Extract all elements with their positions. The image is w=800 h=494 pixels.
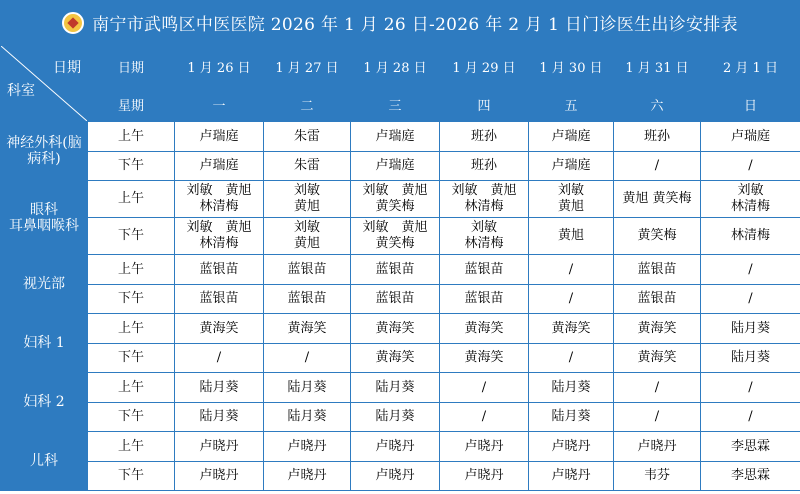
schedule-row	[1, 152, 800, 181]
doctor-name-line: 黄旭	[557, 228, 584, 243]
doctor-name-line: 林清梅	[730, 228, 770, 243]
date-header-cell: 1 月 27 日	[264, 46, 351, 92]
doctor-cell: 韦芬	[614, 462, 701, 491]
doctor-name-line: 林清梅	[199, 199, 239, 214]
weekday-header-cell: 六	[614, 92, 701, 122]
time-slot-label: 下午	[88, 462, 175, 491]
doctor-cell: 卢晓丹	[264, 462, 351, 491]
schedule-table	[0, 45, 800, 491]
doctor-cell	[351, 218, 440, 255]
doctor-cell: 卢晓丹	[614, 432, 701, 462]
department-name: 妇科 2	[1, 373, 88, 432]
doctor-cell: 陆月葵	[701, 314, 800, 344]
schedule-row	[1, 255, 800, 285]
doctor-cell: /	[701, 152, 800, 181]
department-name	[1, 181, 88, 255]
doctor-cell: 陆月葵	[701, 344, 800, 373]
corner-dept-label: 科室	[7, 83, 35, 99]
schedule-row	[1, 218, 800, 255]
doctor-cell	[351, 181, 440, 218]
doctor-cell: 蓝银苗	[264, 255, 351, 285]
doctor-cell	[175, 218, 264, 255]
time-slot-label: 下午	[88, 285, 175, 314]
doctor-cell: 蓝银苗	[175, 255, 264, 285]
weekday-header-cell: 日	[701, 92, 800, 122]
department-name: 妇科 1	[1, 314, 88, 373]
doctor-cell	[264, 218, 351, 255]
doctor-cell: 蓝银苗	[614, 255, 701, 285]
time-slot-label: 下午	[88, 344, 175, 373]
date-row-label: 日期	[88, 46, 175, 92]
doctor-name-line: 刘敏	[293, 220, 320, 235]
schedule-row	[1, 462, 800, 491]
doctor-cell: /	[614, 403, 701, 432]
doctor-cell: 陆月葵	[529, 403, 614, 432]
doctor-cell: 卢晓丹	[440, 432, 529, 462]
doctor-cell: /	[701, 255, 800, 285]
corner-header	[1, 46, 88, 122]
time-slot-label: 上午	[88, 373, 175, 403]
weekday-header-row	[1, 92, 800, 122]
doctor-name-line: 刘敏 黄旭	[362, 220, 428, 235]
title-bar	[0, 0, 800, 45]
doctor-cell: 蓝银苗	[264, 285, 351, 314]
doctor-cell: 陆月葵	[175, 373, 264, 403]
doctor-cell: /	[264, 344, 351, 373]
doctor-cell	[529, 218, 614, 255]
doctor-name-line: 刘敏	[737, 183, 764, 198]
doctor-cell: 蓝银苗	[351, 255, 440, 285]
time-slot-label: 上午	[88, 122, 175, 152]
doctor-cell: 李思霖	[701, 432, 800, 462]
time-slot-label: 下午	[88, 152, 175, 181]
doctor-cell	[264, 181, 351, 218]
doctor-cell: 陆月葵	[351, 373, 440, 403]
doctor-cell: 朱雷	[264, 122, 351, 152]
weekday-header-cell: 三	[351, 92, 440, 122]
doctor-cell: /	[701, 285, 800, 314]
time-slot-label: 下午	[88, 403, 175, 432]
doctor-cell: 卢瑞庭	[529, 152, 614, 181]
doctor-name-line: 林清梅	[199, 236, 239, 251]
department-name-line: 眼科	[30, 201, 58, 218]
doctor-name-line: 刘敏 黄旭	[186, 183, 252, 198]
doctor-name-line: 黄旭	[293, 199, 320, 214]
doctor-cell: 李思霖	[701, 462, 800, 491]
doctor-cell: /	[614, 373, 701, 403]
doctor-cell: 黄海笑	[264, 314, 351, 344]
doctor-cell	[614, 181, 701, 218]
doctor-cell: 陆月葵	[351, 403, 440, 432]
doctor-cell	[175, 181, 264, 218]
doctor-cell: 卢晓丹	[529, 432, 614, 462]
schedule-row	[1, 432, 800, 462]
doctor-name-line: 林清梅	[730, 199, 770, 214]
doctor-cell: /	[440, 403, 529, 432]
doctor-cell: /	[529, 285, 614, 314]
doctor-cell: /	[614, 152, 701, 181]
page-title: 南宁市武鸣区中医医院 2026 年 1 月 26 日-2026 年 2 月 1 日门诊医生出诊安排表	[92, 15, 738, 35]
doctor-cell: 朱雷	[264, 152, 351, 181]
date-header-cell: 1 月 29 日	[440, 46, 529, 92]
doctor-cell: 卢晓丹	[175, 462, 264, 491]
doctor-cell: 卢瑞庭	[351, 122, 440, 152]
doctor-cell: 蓝银苗	[614, 285, 701, 314]
weekday-row-label: 星期	[88, 92, 175, 122]
corner-date-label: 日期	[53, 60, 81, 76]
doctor-cell: 卢瑞庭	[351, 152, 440, 181]
doctor-cell: /	[701, 403, 800, 432]
doctor-name-line: 林清梅	[464, 236, 504, 251]
doctor-cell: 陆月葵	[264, 373, 351, 403]
doctor-cell: 蓝银苗	[440, 285, 529, 314]
time-slot-label: 下午	[88, 218, 175, 255]
doctor-cell	[701, 181, 800, 218]
department-name: 视光部	[1, 255, 88, 314]
schedule-row	[1, 403, 800, 432]
doctor-cell: 蓝银苗	[175, 285, 264, 314]
doctor-cell	[529, 181, 614, 218]
doctor-name-line: 刘敏 黄旭	[451, 183, 517, 198]
doctor-cell: 卢晓丹	[175, 432, 264, 462]
doctor-name-line: 黄旭	[293, 236, 320, 251]
time-slot-label: 上午	[88, 314, 175, 344]
doctor-cell: /	[701, 373, 800, 403]
doctor-name-line: 刘敏 黄旭	[362, 183, 428, 198]
doctor-cell: 黄海笑	[614, 314, 701, 344]
doctor-cell: 黄海笑	[614, 344, 701, 373]
doctor-cell	[614, 218, 701, 255]
date-header-row	[1, 46, 800, 92]
doctor-cell: /	[529, 344, 614, 373]
schedule-row	[1, 314, 800, 344]
date-header-cell: 1 月 26 日	[175, 46, 264, 92]
doctor-cell	[440, 181, 529, 218]
doctor-name-line: 黄旭	[557, 199, 584, 214]
doctor-name-line: 林清梅	[464, 199, 504, 214]
date-header-cell: 1 月 28 日	[351, 46, 440, 92]
doctor-cell: 卢瑞庭	[175, 152, 264, 181]
time-slot-label: 上午	[88, 181, 175, 218]
date-header-cell: 1 月 30 日	[529, 46, 614, 92]
doctor-cell: 卢瑞庭	[175, 122, 264, 152]
doctor-name-line: 刘敏	[293, 183, 320, 198]
doctor-cell: 卢晓丹	[440, 462, 529, 491]
doctor-cell: 卢瑞庭	[701, 122, 800, 152]
date-header-cell: 2 月 1 日	[701, 46, 800, 92]
doctor-cell: 陆月葵	[175, 403, 264, 432]
doctor-name-line: 刘敏	[557, 183, 584, 198]
doctor-name-line: 黄笑梅	[375, 236, 415, 251]
doctor-cell: /	[529, 255, 614, 285]
weekday-header-cell: 五	[529, 92, 614, 122]
doctor-cell: 卢晓丹	[529, 462, 614, 491]
doctor-cell: 班孙	[440, 122, 529, 152]
doctor-cell: 黄海笑	[440, 344, 529, 373]
schedule-row	[1, 373, 800, 403]
doctor-cell: 黄海笑	[351, 344, 440, 373]
doctor-cell: 蓝银苗	[351, 285, 440, 314]
doctor-cell	[440, 218, 529, 255]
doctor-name-line: 黄笑梅	[375, 199, 415, 214]
department-name: 神经外科(脑病科)	[1, 122, 88, 181]
schedule-row	[1, 181, 800, 218]
weekday-header-cell: 一	[175, 92, 264, 122]
doctor-cell: 黄海笑	[440, 314, 529, 344]
doctor-cell: 黄海笑	[529, 314, 614, 344]
doctor-cell: 黄海笑	[351, 314, 440, 344]
weekday-header-cell: 二	[264, 92, 351, 122]
date-header-cell: 1 月 31 日	[614, 46, 701, 92]
doctor-cell: 卢晓丹	[351, 462, 440, 491]
doctor-name-line: 黄旭 黄笑梅	[622, 191, 692, 206]
time-slot-label: 上午	[88, 255, 175, 285]
department-name-line: 耳鼻咽喉科	[9, 217, 79, 234]
schedule-row	[1, 122, 800, 152]
doctor-cell: 卢晓丹	[264, 432, 351, 462]
doctor-cell: 黄海笑	[175, 314, 264, 344]
hospital-logo-icon	[62, 12, 84, 34]
schedule-row	[1, 285, 800, 314]
doctor-cell: 卢瑞庭	[529, 122, 614, 152]
doctor-name-line: 刘敏	[470, 220, 497, 235]
doctor-cell: 蓝银苗	[440, 255, 529, 285]
doctor-cell	[701, 218, 800, 255]
doctor-cell: 陆月葵	[264, 403, 351, 432]
time-slot-label: 上午	[88, 432, 175, 462]
schedule-row	[1, 344, 800, 373]
doctor-name-line: 刘敏 黄旭	[186, 220, 252, 235]
doctor-cell: 卢晓丹	[351, 432, 440, 462]
doctor-name-line: 黄笑梅	[637, 228, 677, 243]
doctor-cell: 班孙	[614, 122, 701, 152]
doctor-cell: 陆月葵	[529, 373, 614, 403]
doctor-cell: /	[175, 344, 264, 373]
department-name: 儿科	[1, 432, 88, 491]
doctor-cell: 班孙	[440, 152, 529, 181]
weekday-header-cell: 四	[440, 92, 529, 122]
doctor-cell: /	[440, 373, 529, 403]
